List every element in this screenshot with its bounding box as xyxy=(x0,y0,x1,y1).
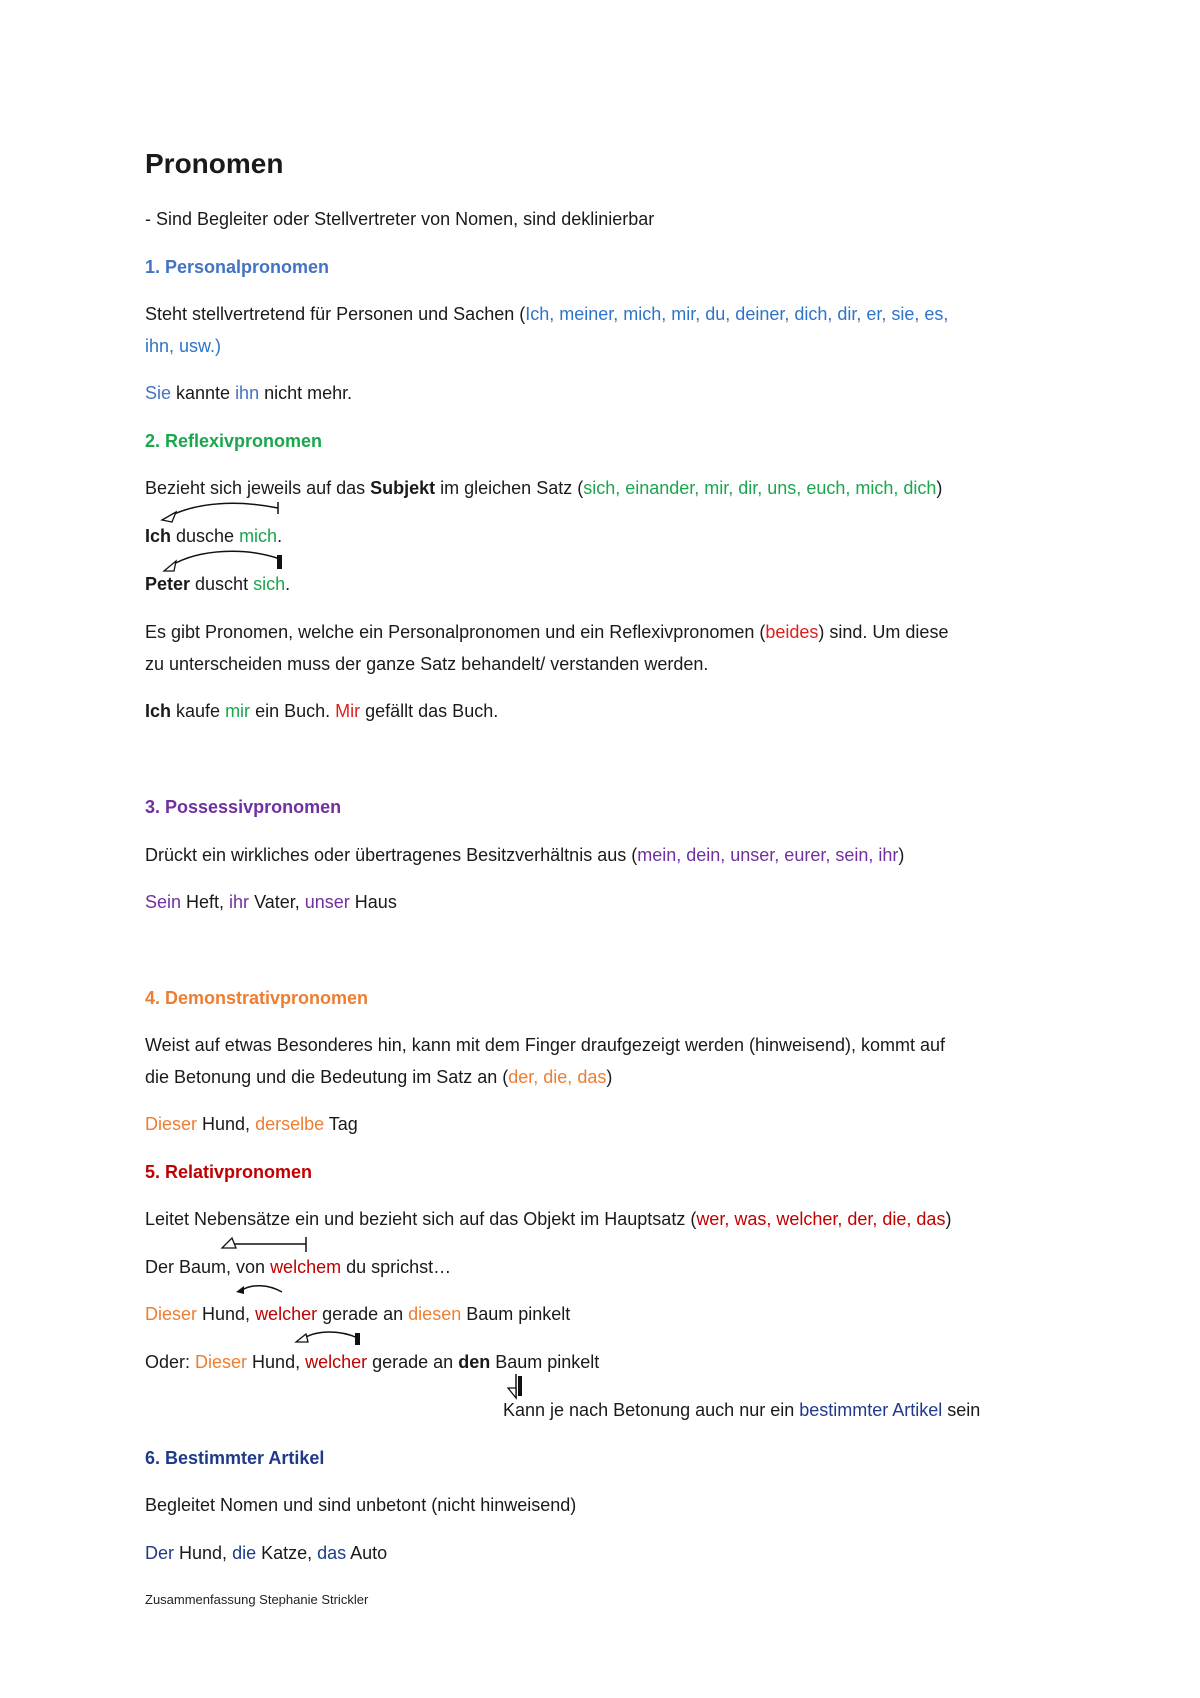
possessiv-description: Drückt ein wirkliches oder übertragenes Besitzverhältnis aus (mein, dein, unser, eurer, sein, ihr) xyxy=(145,845,905,865)
personal-example: Sie kannte ihn nicht mehr. xyxy=(145,383,353,403)
heading-demonstrativpronomen: 4. Demonstrativpronomen xyxy=(145,988,369,1008)
heading-relativpronomen: 5. Relativpronomen xyxy=(145,1162,313,1182)
possessiv-example: Sein Heft, ihr Vater, unser Haus xyxy=(145,892,397,912)
relativ-arrow-3 xyxy=(292,1328,372,1352)
heading-reflexivpronomen: 2. Reflexivpronomen xyxy=(145,431,323,451)
heading-bestimmter-artikel: 6. Bestimmter Artikel xyxy=(145,1448,325,1468)
relativ-description: Leitet Nebensätze ein und bezieht sich auf das Objekt im Hauptsatz (wer, was, welcher, der, die, das) xyxy=(145,1209,952,1229)
artikel-description: Begleitet Nomen und sind unbetont (nicht hinweisend) xyxy=(145,1495,577,1515)
demonstrativ-description-cont: die Betonung und die Bedeutung im Satz an (der, die, das) xyxy=(145,1067,613,1087)
reflexiv-example-1: Ich dusche mich. xyxy=(145,526,283,546)
relativ-note: Kann je nach Betonung auch nur ein bestimmter Artikel sein xyxy=(503,1400,981,1420)
reflexiv-example-3: Ich kaufe mir ein Buch. Mir gefällt das Buch. xyxy=(145,701,499,721)
heading-possessivpronomen: 3. Possessivpronomen xyxy=(145,797,342,817)
relativ-example-1: Der Baum, von welchem du sprichst… xyxy=(145,1257,452,1277)
demonstrativ-description: Weist auf etwas Besonderes hin, kann mit dem Finger draufgezeigt werden (hinweisend), kommt auf xyxy=(145,1035,946,1055)
personal-description: Steht stellvertretend für Personen und Sachen (Ich, meiner, mich, mir, du, deiner, dich, dir, er, sie, es, xyxy=(145,304,949,324)
reflexiv-example-2: Peter duscht sich. xyxy=(145,574,291,594)
relativ-arrow-2 xyxy=(232,1282,292,1304)
artikel-example: Der Hund, die Katze, das Auto xyxy=(145,1543,388,1563)
page-footer: Zusammenfassung Stephanie Strickler xyxy=(145,1592,369,1607)
reflexiv-note: Es gibt Pronomen, welche ein Personalpronomen und ein Reflexivpronomen (beides) sind. Um diese xyxy=(145,622,949,642)
reflexiv-description: Bezieht sich jeweils auf das Subjekt im gleichen Satz (sich, einander, mir, dir, uns, euch, mich, dich) xyxy=(145,478,943,498)
relativ-example-3: Oder: Dieser Hund, welcher gerade an den Baum pinkelt xyxy=(145,1352,600,1372)
demonstrativ-example: Dieser Hund, derselbe Tag xyxy=(145,1114,358,1134)
personal-description-cont: ihn, usw.) xyxy=(145,336,222,356)
reflexiv-note-cont: zu unterscheiden muss der ganze Satz behandelt/ verstanden werden. xyxy=(145,654,709,674)
heading-personalpronomen: 1. Personalpronomen xyxy=(145,257,330,277)
page-title: Pronomen xyxy=(145,148,284,179)
relativ-example-2: Dieser Hund, welcher gerade an diesen Baum pinkelt xyxy=(145,1304,571,1324)
intro-text: - Sind Begleiter oder Stellvertreter von Nomen, sind deklinierbar xyxy=(145,209,655,229)
